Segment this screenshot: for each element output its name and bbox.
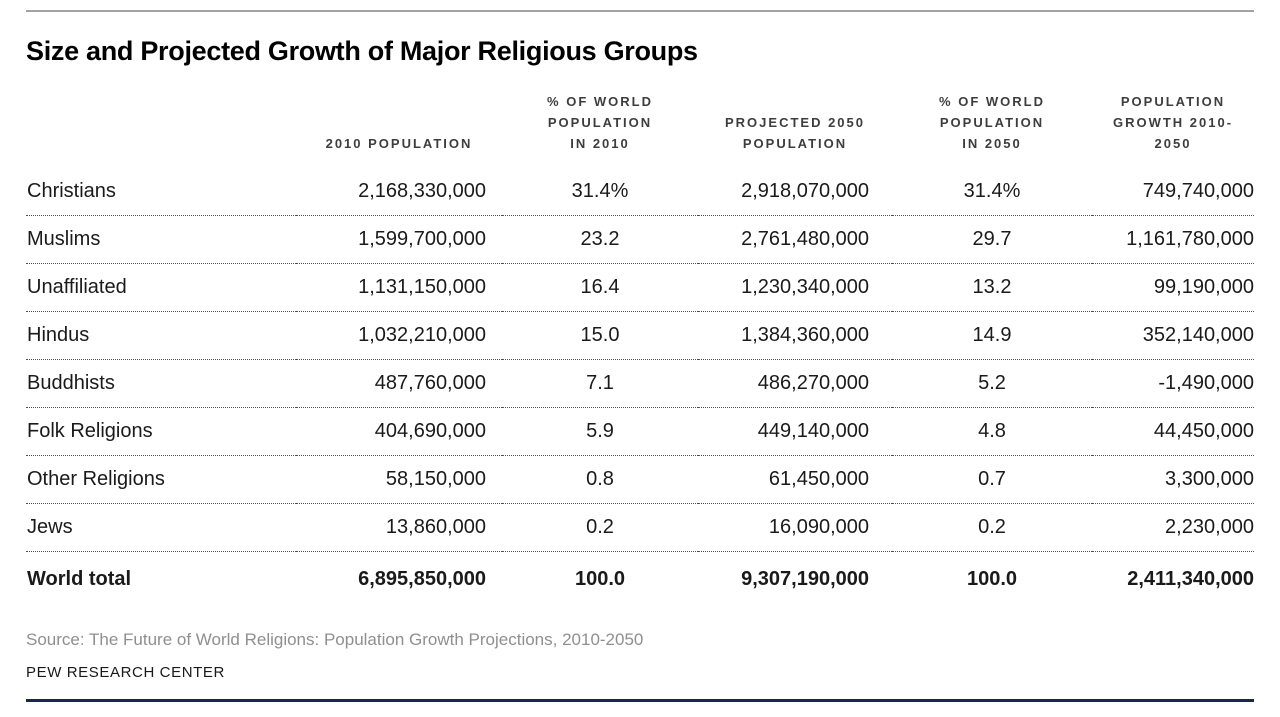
row-label: Jews bbox=[26, 504, 296, 552]
cell-pct-2010: 5.9 bbox=[502, 408, 698, 456]
header-row bbox=[26, 67, 1254, 168]
total-pop-2050: 9,307,190,000 bbox=[741, 567, 869, 590]
cell-pop-2010: 404,690,000 bbox=[296, 408, 502, 456]
table-row bbox=[26, 408, 1254, 456]
source-note: Source: The Future of World Religions: Population Growth Projections, 2010-2050 bbox=[26, 630, 644, 649]
table-row bbox=[26, 456, 1254, 504]
table-row bbox=[26, 216, 1254, 264]
cell-pct-2010: 23.2 bbox=[502, 216, 698, 264]
row-label: Other Religions bbox=[26, 456, 296, 504]
cell-growth: 44,450,000 bbox=[1092, 408, 1254, 456]
row-label: Folk Religions bbox=[26, 408, 296, 456]
header-pop-2010: 2010 POPULATION bbox=[325, 136, 473, 151]
table-header bbox=[26, 67, 1254, 168]
report-figure bbox=[0, 10, 1280, 702]
page-title: Size and Projected Growth of Major Religious Groups bbox=[26, 36, 698, 66]
cell-pop-2010: 1,131,150,000 bbox=[296, 264, 502, 312]
total-pct-2010: 100.0 bbox=[574, 567, 626, 590]
cell-growth: 2,230,000 bbox=[1092, 504, 1254, 552]
row-label: Buddhists bbox=[26, 360, 296, 408]
cell-growth: -1,490,000 bbox=[1092, 360, 1254, 408]
cell-pct-2010: 15.0 bbox=[502, 312, 698, 360]
row-label: Muslims bbox=[26, 216, 296, 264]
cell-pct-2010: 7.1 bbox=[502, 360, 698, 408]
header-pct-2010: % OF WORLD POPULATION IN 2010 bbox=[547, 94, 653, 151]
cell-pct-2050: 31.4% bbox=[892, 168, 1092, 216]
header-pop-2050: PROJECTED 2050 POPULATION bbox=[725, 115, 865, 151]
cell-pct-2010: 16.4 bbox=[502, 264, 698, 312]
cell-growth: 749,740,000 bbox=[1092, 168, 1254, 216]
cell-pop-2050: 16,090,000 bbox=[698, 504, 892, 552]
cell-pop-2050: 2,761,480,000 bbox=[698, 216, 892, 264]
table-row bbox=[26, 504, 1254, 552]
row-label: Christians bbox=[26, 168, 296, 216]
total-row bbox=[26, 552, 1254, 607]
cell-pop-2010: 13,860,000 bbox=[296, 504, 502, 552]
row-label: Hindus bbox=[26, 312, 296, 360]
cell-pct-2050: 0.2 bbox=[892, 504, 1092, 552]
total-growth: 2,411,340,000 bbox=[1127, 567, 1254, 590]
cell-growth: 3,300,000 bbox=[1092, 456, 1254, 504]
religion-growth-table bbox=[26, 67, 1254, 606]
cell-pop-2050: 2,918,070,000 bbox=[698, 168, 892, 216]
total-pop-2010: 6,895,850,000 bbox=[358, 567, 486, 590]
cell-pct-2050: 29.7 bbox=[892, 216, 1092, 264]
pew-research-center-wordmark: PEW RESEARCH CENTER bbox=[26, 664, 225, 681]
cell-pct-2050: 0.7 bbox=[892, 456, 1092, 504]
header-growth: POPULATION GROWTH 2010- 2050 bbox=[1112, 94, 1234, 151]
cell-pct-2010: 0.8 bbox=[502, 456, 698, 504]
table-row bbox=[26, 264, 1254, 312]
table-row bbox=[26, 360, 1254, 408]
bottom-divider bbox=[26, 699, 1254, 702]
cell-pop-2050: 1,230,340,000 bbox=[698, 264, 892, 312]
top-divider bbox=[26, 10, 1254, 12]
total-label: World total bbox=[27, 567, 132, 590]
cell-pct-2050: 14.9 bbox=[892, 312, 1092, 360]
cell-pop-2010: 1,599,700,000 bbox=[296, 216, 502, 264]
cell-pop-2010: 58,150,000 bbox=[296, 456, 502, 504]
cell-growth: 352,140,000 bbox=[1092, 312, 1254, 360]
cell-pct-2050: 4.8 bbox=[892, 408, 1092, 456]
cell-growth: 1,161,780,000 bbox=[1092, 216, 1254, 264]
cell-pop-2050: 1,384,360,000 bbox=[698, 312, 892, 360]
cell-pop-2050: 486,270,000 bbox=[698, 360, 892, 408]
table-row bbox=[26, 312, 1254, 360]
total-pct-2050: 100.0 bbox=[966, 567, 1018, 590]
cell-pop-2050: 61,450,000 bbox=[698, 456, 892, 504]
cell-growth: 99,190,000 bbox=[1092, 264, 1254, 312]
table-row bbox=[26, 168, 1254, 216]
cell-pct-2010: 0.2 bbox=[502, 504, 698, 552]
cell-pop-2050: 449,140,000 bbox=[698, 408, 892, 456]
cell-pop-2010: 2,168,330,000 bbox=[296, 168, 502, 216]
table-body bbox=[26, 168, 1254, 606]
cell-pop-2010: 487,760,000 bbox=[296, 360, 502, 408]
header-group bbox=[26, 67, 296, 168]
row-label: Unaffiliated bbox=[26, 264, 296, 312]
cell-pct-2050: 5.2 bbox=[892, 360, 1092, 408]
cell-pct-2050: 13.2 bbox=[892, 264, 1092, 312]
cell-pct-2010: 31.4% bbox=[502, 168, 698, 216]
cell-pop-2010: 1,032,210,000 bbox=[296, 312, 502, 360]
header-pct-2050: % OF WORLD POPULATION IN 2050 bbox=[939, 94, 1045, 151]
